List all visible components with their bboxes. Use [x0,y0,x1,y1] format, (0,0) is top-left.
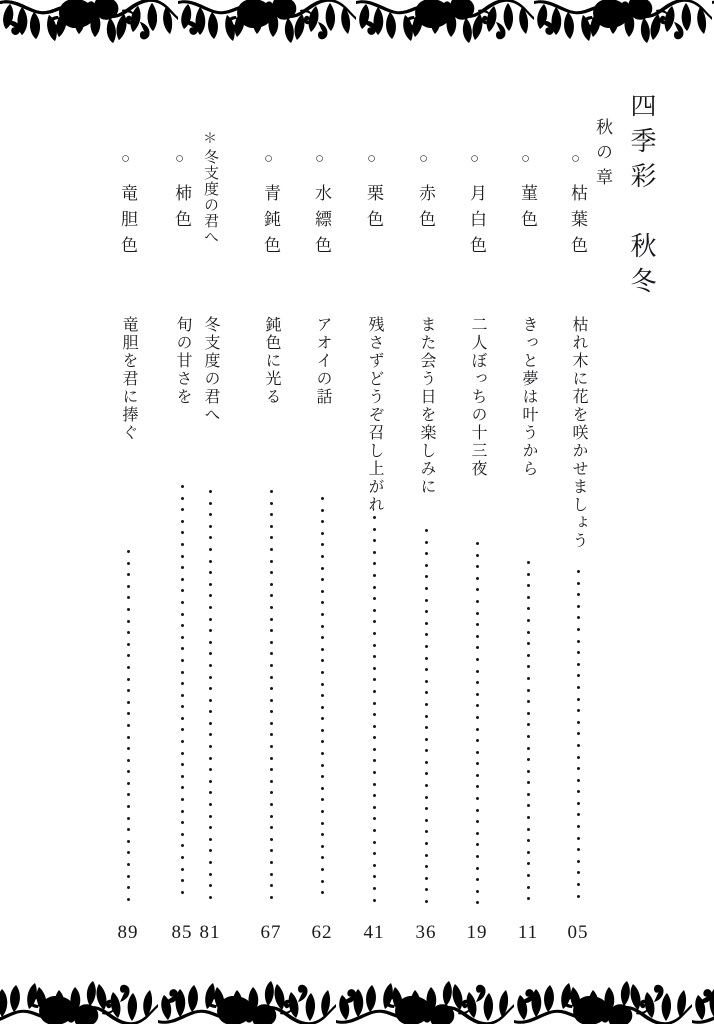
toc-entry-page-number[interactable]: 19 [466,922,488,943]
floral-vine-border-top [0,0,714,58]
toc-dot-leader [127,550,130,909]
toc-dot-leader [476,542,479,913]
toc-entry-page-number[interactable]: 81 [199,922,221,943]
toc-entry-page-number[interactable]: 36 [415,922,437,943]
entry-marker-circle: ○ [175,151,185,167]
toc-dot-leader [527,561,530,909]
toc-entry-color-name[interactable]: 月白色 [467,184,486,262]
toc-entry-color-name[interactable]: 青鈍色 [261,184,280,262]
toc-entry-subtitle[interactable]: また会う日を楽しみに [418,316,435,496]
toc-dot-leader [209,490,212,907]
toc-entry-subtitle[interactable]: 二人ぼっちの十三夜 [469,316,486,478]
toc-entry-color-name[interactable]: 竜胆色 [118,184,137,262]
toc-divider-label[interactable]: 冬支度の君へ [202,149,218,245]
toc-entry-page-number[interactable]: 85 [171,922,193,943]
toc-entry-page-number[interactable]: 05 [567,922,589,943]
toc-entry-color-name[interactable]: 菫色 [518,184,537,236]
toc-entry-subtitle[interactable]: きっと夢は叶うから [520,316,537,478]
entry-marker-circle: ○ [521,151,531,167]
toc-dot-leader [321,497,324,903]
toc-divider-subtitle[interactable]: 冬支度の君へ [202,316,219,424]
entry-marker-circle: ○ [367,151,377,167]
divider-marker-asterisk: ＊ [203,132,217,147]
entry-marker-circle: ○ [264,151,274,167]
toc-entry-subtitle[interactable]: 残さずどうぞ召し上がれ [366,316,383,514]
toc-entry-subtitle[interactable]: 鈍色に光る [263,316,280,406]
toc-dot-leader [577,570,580,906]
entry-marker-circle: ○ [470,151,480,167]
toc-dot-leader [373,516,376,910]
chapter-title: 秋の章 [593,118,612,193]
toc-entry-subtitle[interactable]: 竜胆を君に捧ぐ [120,316,137,442]
toc-entry-subtitle[interactable]: 枯れ木に花を咲かせましょう [570,316,587,550]
toc-dot-leader [425,529,428,912]
toc-entry-color-name[interactable]: 枯葉色 [568,184,587,262]
toc-entry-subtitle[interactable]: アオイの話 [314,316,331,406]
entry-marker-circle: ○ [419,151,429,167]
toc-entry-page-number[interactable]: 41 [363,922,385,943]
entry-marker-circle: ○ [571,151,581,167]
toc-entry-color-name[interactable]: 柿色 [172,184,191,236]
entry-marker-circle: ○ [121,151,131,167]
page-title: 四季彩 秋冬 [627,92,656,302]
toc-entry-color-name[interactable]: 水縹色 [312,184,331,262]
toc-entry-page-number[interactable]: 62 [311,922,333,943]
entry-marker-circle: ○ [315,151,325,167]
toc-entry-page-number[interactable]: 11 [517,922,539,943]
floral-vine-border-bottom [0,966,714,1024]
toc-entry-color-name[interactable]: 栗色 [364,184,383,236]
toc-entry-color-name[interactable]: 赤色 [416,184,435,236]
toc-dot-leader [270,490,273,907]
toc-entry-page-number[interactable]: 89 [117,922,139,943]
toc-entry-page-number[interactable]: 67 [260,922,282,943]
toc-entry-subtitle[interactable]: 旬の甘さを [174,316,191,406]
toc-dot-leader [181,485,184,902]
